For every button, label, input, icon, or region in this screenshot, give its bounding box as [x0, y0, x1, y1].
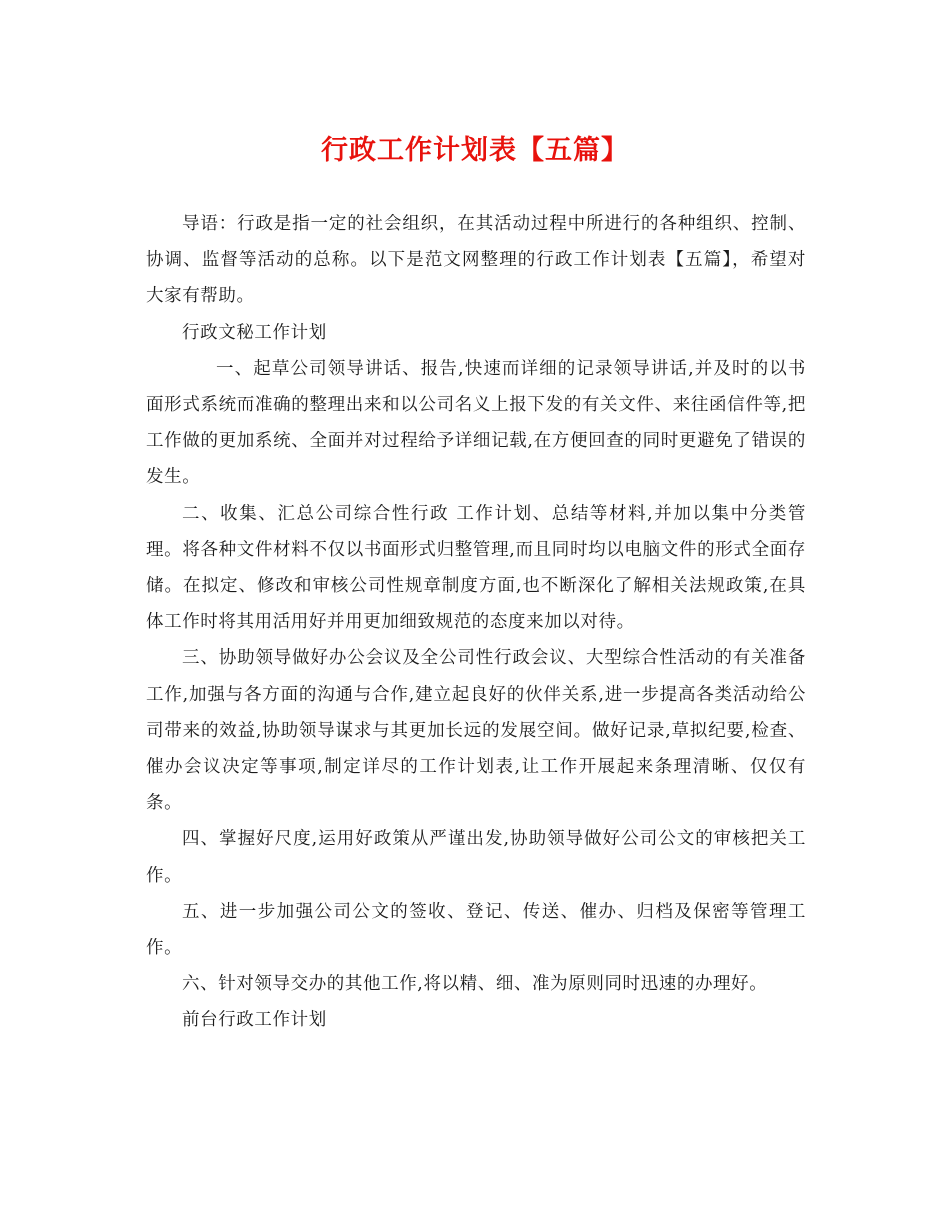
plan-item-2: 二、收集、汇总公司综合性行政 工作计划、总结等材料,并加以集中分类管理。将各种文件材料不仅以书面形式归整管理,而且同时均以电脑文件的形式全面存储。在拟定、修改和审核公司性规章制度方面,也不断深化了解相关法规政策,在具体工作时将其用活用好并用更加细致规范的态度来加以对待。: [146, 503, 806, 633]
section-heading-secretary-plan: 行政文秘工作计划: [182, 322, 327, 343]
plan-item-1: 一、起草公司领导讲话、报告,快速而详细的记录领导讲话,并及时的以书面形式系统而准确的整理出来和以公司名义上报下发的有关文件、来往函信件等,把工作做的更加系统、全面并对过程给予详细记载,在方便回查的同时更避免了错误的发生。: [146, 358, 806, 488]
plan-item-4: 四、掌握好尺度,运用好政策从严谨出发,协助领导做好公司公文的审核把关工作。: [146, 829, 806, 886]
plan-item-3: 三、协助领导做好办公会议及全公司性行政会议、大型综合性活动的有关准备工作,加强与各方面的沟通与合作,建立起良好的伙伴关系,进一步提高各类活动给公司带来的效益,协助领导谋求与其更加长远的发展空间。做好记录,草拟纪要,检查、催办会议决定等事项,制定详尽的工作计划表,让工作开展起来条理清晰、仅仅有条。: [146, 648, 806, 814]
section-heading-front-desk-plan: 前台行政工作计划: [182, 1010, 327, 1031]
plan-item-5: 五、进一步加强公司公文的签收、登记、传送、催办、归档及保密等管理工作。: [146, 901, 806, 959]
intro-paragraph: 导语：行政是指一定的社会组织，在其活动过程中所进行的各种组织、控制、协调、监督等活动的总称。以下是范文网整理的行政工作计划表【五篇】，希望对大家有帮助。: [146, 214, 806, 307]
document-body: [146, 206, 806, 1039]
plan-item-6: 六、针对领导交办的其他工作,将以精、细、准为原则同时迅速的办理好。: [182, 974, 768, 995]
document-title: 行政工作计划表【五篇】: [321, 135, 629, 166]
